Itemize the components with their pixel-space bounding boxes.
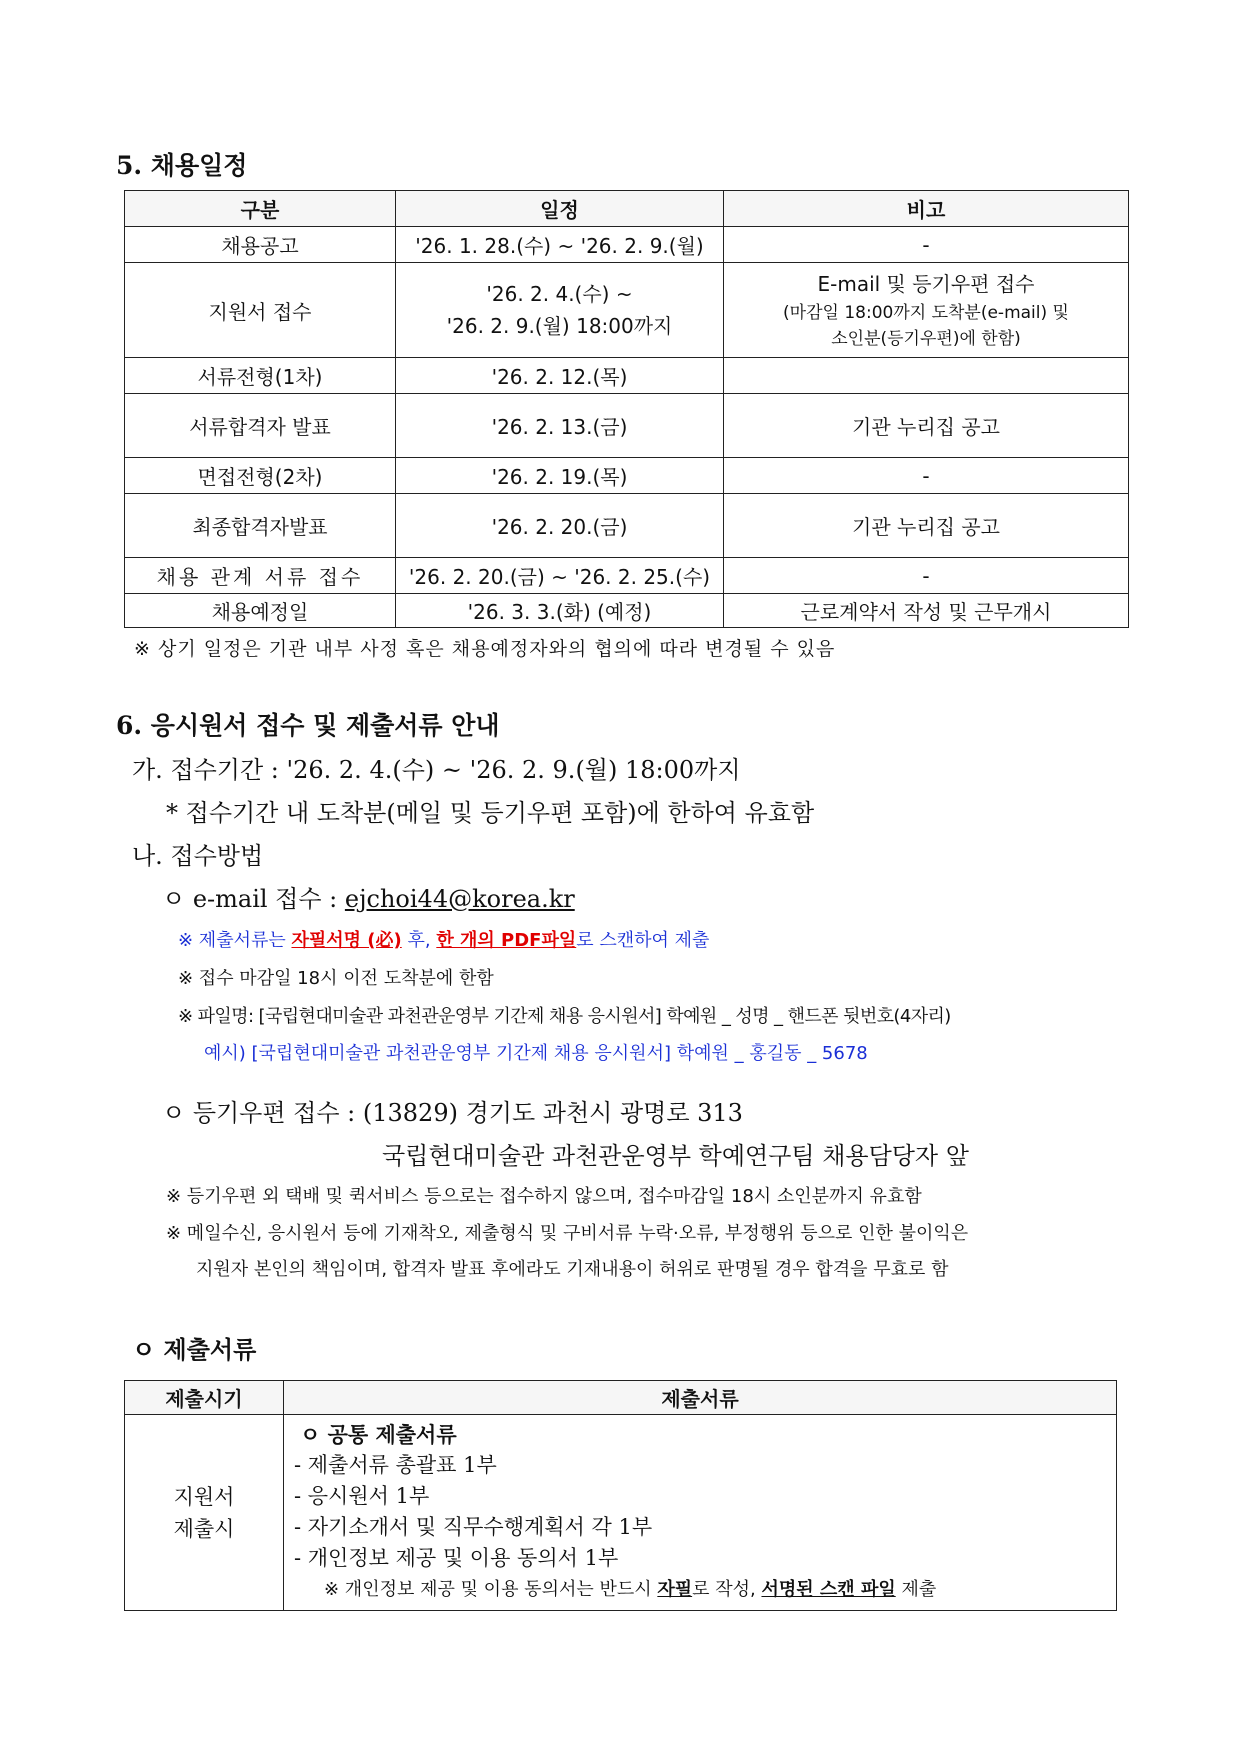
row-note: - (724, 227, 1129, 263)
row-label: 서류합격자 발표 (125, 394, 396, 458)
documents-item: - 개인정보 제공 및 이용 동의서 1부 (294, 1546, 619, 1570)
table-header-row (125, 191, 1129, 227)
row-note (724, 358, 1129, 394)
application-method: 나. 접수방법 (132, 842, 264, 870)
row-note: 기관 누리집 공고 (724, 494, 1129, 558)
row-label: 면접전형(2차) (125, 458, 396, 494)
row-date: '26. 2. 20.(금) (396, 494, 724, 558)
section6-title: 6. 응시원서 접수 및 제출서류 안내 (116, 711, 500, 740)
email-application-line (162, 879, 575, 914)
row-label: 채용공고 (125, 227, 396, 263)
documents-when-line: 제출시 (173, 1516, 235, 1541)
table-header-row (125, 1381, 1117, 1415)
row-date: '26. 2. 19.(목) (396, 458, 724, 494)
schedule-table (124, 190, 1129, 628)
row-date: '26. 2. 12.(목) (396, 358, 724, 394)
row-date: '26. 2. 13.(금) (396, 394, 724, 458)
row-note: - (724, 458, 1129, 494)
note-text: 제출 (895, 1579, 937, 1600)
note-text: 후, (401, 930, 437, 951)
col-header: 비고 (724, 191, 1129, 227)
email-note-deadline: ※ 접수 마감일 18시 이전 도착분에 한함 (178, 968, 494, 989)
email-note-filename: ※ 파일명: [국립현대미술관 과천관운영부 기간제 채용 응시원서] 학예원 _ 성명 _ 핸드폰 뒷번호(4자리) (178, 1006, 951, 1027)
row-date: '26. 2. 20.(금) ~ '26. 2. 25.(수) (396, 558, 724, 594)
col-header: 일정 (396, 191, 724, 227)
application-period-note: * 접수기간 내 도착분(메일 및 등기우편 포함)에 한하여 유효함 (166, 799, 815, 827)
row-date: '26. 3. 3.(화) (예정) (396, 594, 724, 628)
post-note-courier: ※ 등기우편 외 택배 및 퀵서비스 등으로는 접수하지 않으며, 접수마감일 18시 소인분까지 유효함 (166, 1186, 922, 1207)
table-row (125, 1415, 1117, 1611)
documents-item: - 자기소개서 및 직무수행계획서 각 1부 (294, 1515, 653, 1539)
documents-list (284, 1415, 1117, 1611)
note-emphasis: 자필서명 (必) (291, 930, 402, 951)
documents-when (125, 1415, 284, 1611)
documents-table (124, 1380, 1117, 1611)
note-text: ※ 개인정보 제공 및 이용 동의서는 반드시 (324, 1579, 658, 1600)
row-note-line: 소인분(등기우편)에 한함) (831, 329, 1021, 349)
documents-item: - 제출서류 총괄표 1부 (294, 1453, 497, 1477)
col-header: 구분 (125, 191, 396, 227)
row-date: '26. 1. 28.(수) ~ '26. 2. 9.(월) (396, 227, 724, 263)
table-row (125, 594, 1129, 628)
row-note: - (724, 558, 1129, 594)
table-row (125, 458, 1129, 494)
section5-title: 5. 채용일정 (116, 151, 248, 180)
table-row (125, 263, 1129, 358)
row-label: 서류전형(1차) (125, 358, 396, 394)
documents-title: ㅇ 제출서류 (132, 1335, 257, 1364)
post-note-responsibility-cont: 지원자 본인의 책임이며, 합격자 발표 후에라도 기재내용이 허위로 판명될 경우 합격을 무효로 함 (196, 1259, 949, 1280)
row-label: 지원서 접수 (125, 263, 396, 358)
email-note-pdf (178, 926, 709, 952)
row-note (724, 263, 1129, 358)
documents-note (294, 1574, 1106, 1605)
row-note: 근로계약서 작성 및 근무개시 (724, 594, 1129, 628)
note-emphasis: 서명된 스캔 파일 (761, 1579, 896, 1600)
row-date-line: '26. 2. 9.(월) 18:00까지 (446, 314, 673, 338)
note-text: 로 스캔하여 제출 (576, 930, 710, 951)
table-row (125, 358, 1129, 394)
col-header: 제출서류 (284, 1381, 1117, 1415)
documents-common-title: ㅇ 공통 제출서류 (300, 1422, 457, 1447)
row-date (396, 263, 724, 358)
table-row (125, 558, 1129, 594)
row-label: 최종합격자발표 (125, 494, 396, 558)
table-row (125, 494, 1129, 558)
note-text: 로 작성, (692, 1579, 762, 1600)
email-address-link[interactable]: ejchoi44@korea.kr (344, 885, 575, 913)
post-application-line: ㅇ 등기우편 접수 : (13829) 경기도 과천시 광명로 313 (162, 1099, 743, 1127)
table-row (125, 227, 1129, 263)
email-label: ㅇ e-mail 접수 : (162, 885, 345, 913)
row-date-line: '26. 2. 4.(수) ~ (486, 282, 633, 306)
application-period: 가. 접수기간 : '26. 2. 4.(수) ~ '26. 2. 9.(월) 18:00까지 (132, 756, 741, 784)
col-header: 제출시기 (125, 1381, 284, 1415)
row-note-line: E-mail 및 등기우편 접수 (817, 272, 1035, 296)
row-note-line: (마감일 18:00까지 도착분(e-mail) 및 (783, 303, 1069, 323)
row-label: 채용 관계 서류 접수 (125, 558, 396, 594)
schedule-footnote: ※ 상기 일정은 기관 내부 사정 혹은 채용예정자와의 협의에 따라 변경될 수 있음 (134, 638, 836, 660)
note-emphasis: 한 개의 PDF파일 (436, 930, 577, 951)
note-text: ※ 제출서류는 (178, 930, 292, 951)
post-address: 국립현대미술관 과천관운영부 학예연구팀 채용담당자 앞 (382, 1142, 969, 1170)
documents-item: - 응시원서 1부 (294, 1484, 430, 1508)
email-note-example: 예시) [국립현대미술관 과천관운영부 기간제 채용 응시원서] 학예원 _ 홍길동 _ 5678 (204, 1043, 868, 1064)
post-note-responsibility: ※ 메일수신, 응시원서 등에 기재착오, 제출형식 및 구비서류 누락·오류, 부정행위 등으로 인한 불이익은 (166, 1223, 969, 1244)
row-note: 기관 누리집 공고 (724, 394, 1129, 458)
note-emphasis: 자필 (657, 1579, 693, 1600)
documents-when-line: 지원서 (173, 1484, 235, 1509)
table-row (125, 394, 1129, 458)
row-label: 채용예정일 (125, 594, 396, 628)
